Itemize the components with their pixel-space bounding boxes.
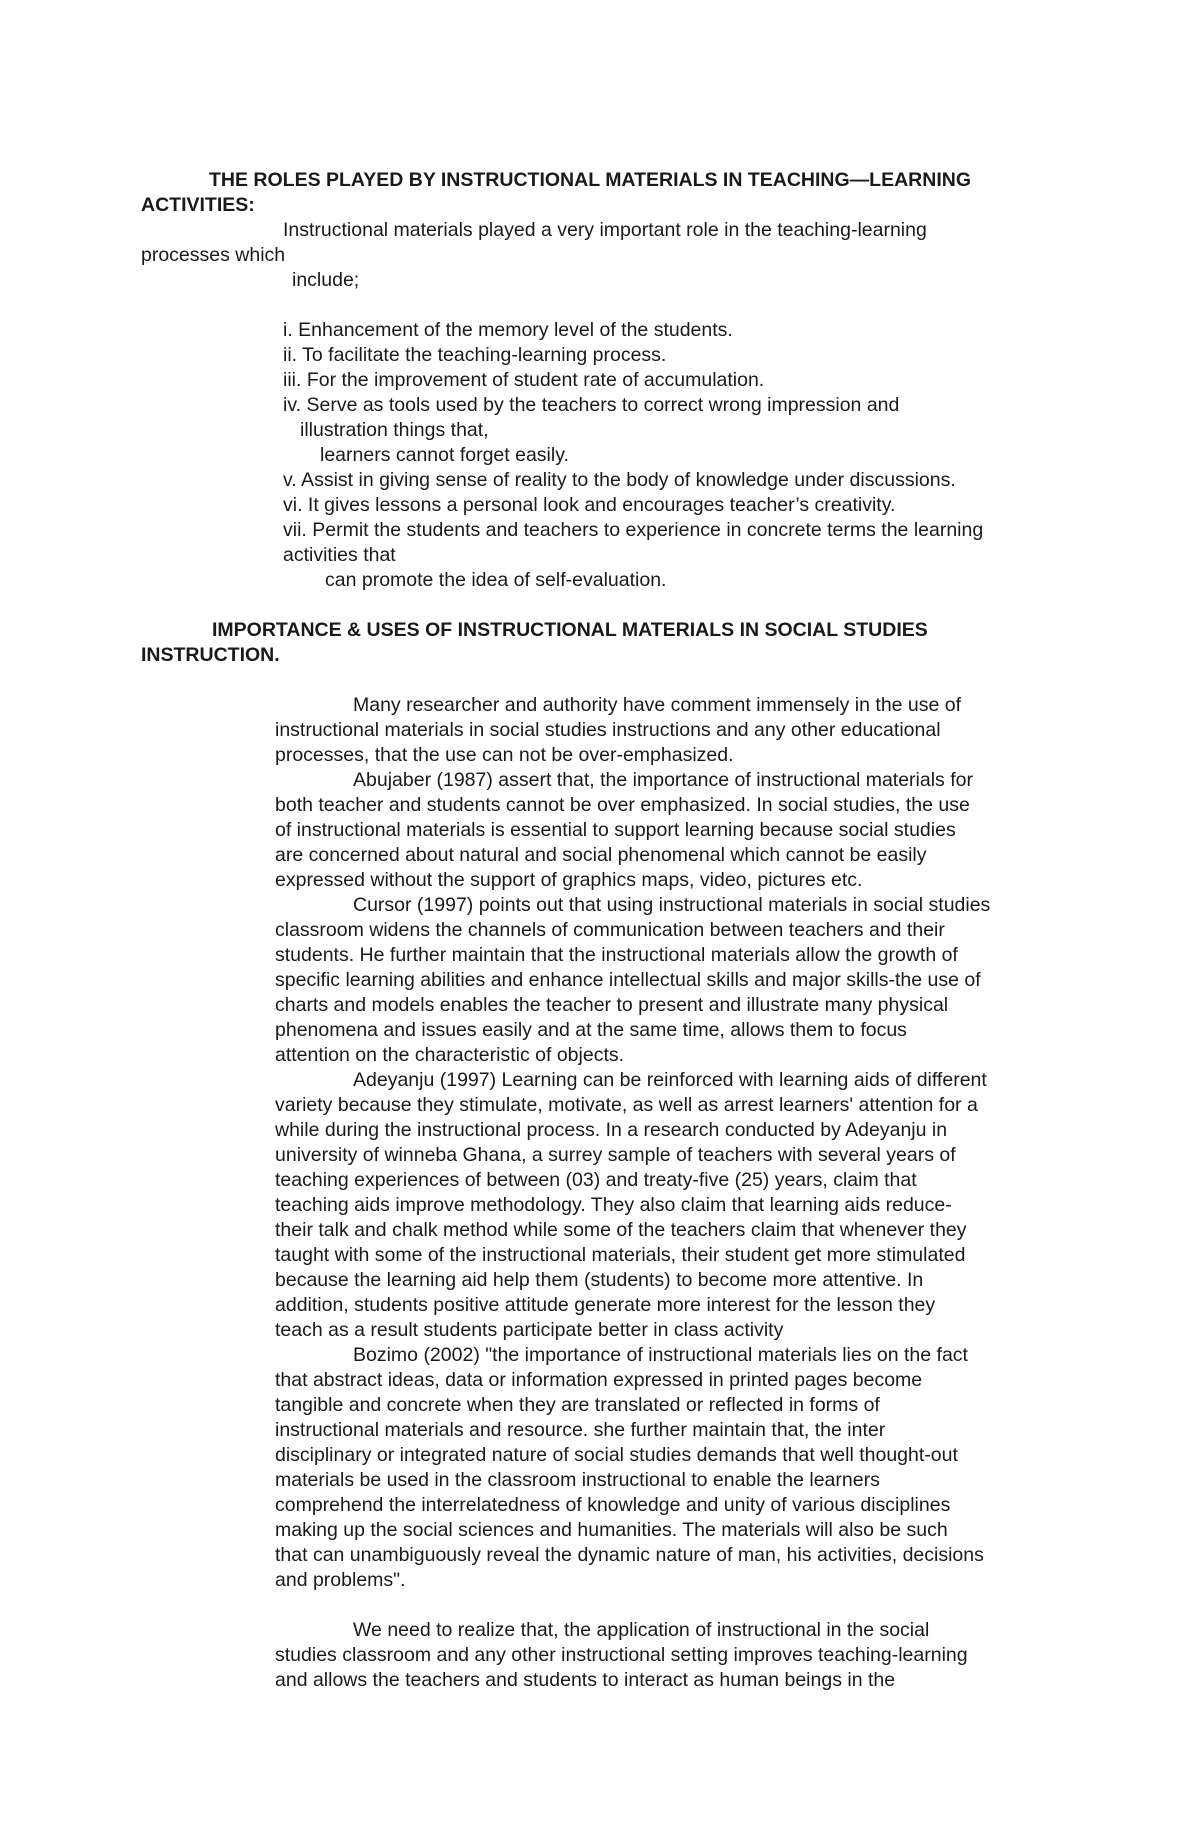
- body-line: materials be used in the classroom instructional to enable the learners: [275, 1469, 880, 1491]
- body-line: teaching experiences of between (03) and treaty-five (25) years, claim that: [275, 1169, 917, 1191]
- list-item: v. Assist in giving sense of reality to the body of knowledge under discussions.: [283, 469, 956, 491]
- body-line: that abstract ideas, data or information expressed in printed pages become: [275, 1369, 923, 1391]
- body-line: teaching aids improve methodology. They also claim that learning aids reduce-: [275, 1194, 952, 1216]
- body-line: instructional materials and resource. she further maintain that, the inter: [275, 1419, 886, 1441]
- body-line: because the learning aid help them (students) to become more attentive. In: [275, 1269, 924, 1291]
- list-item: iii. For the improvement of student rate of accumulation.: [283, 369, 765, 391]
- section1-intro-line2: processes which: [141, 244, 286, 266]
- list-item: vii. Permit the students and teachers to experience in concrete terms the learning: [283, 519, 984, 541]
- body-line: are concerned about natural and social phenomenal which cannot be easily: [275, 844, 927, 866]
- body-line: of instructional materials is essential to support learning because social studies: [275, 819, 956, 841]
- body-line: Adeyanju (1997) Learning can be reinforced with learning aids of different: [353, 1069, 987, 1091]
- body-line: classroom widens the channels of communication between teachers and their: [275, 919, 945, 941]
- body-line: and problems".: [275, 1569, 406, 1591]
- list-item-continuation: can promote the idea of self-evaluation.: [325, 569, 667, 591]
- body-line: processes, that the use can not be over-emphasized.: [275, 744, 734, 766]
- body-line: comprehend the interrelatedness of knowledge and unity of various disciplines: [275, 1494, 951, 1516]
- list-item: iv. Serve as tools used by the teachers to correct wrong impression and: [283, 394, 900, 416]
- body-line: specific learning abilities and enhance intellectual skills and major skills-the use of: [275, 969, 981, 991]
- body-line: expressed without the support of graphics maps, video, pictures etc.: [275, 869, 863, 891]
- body-line: university of winneba Ghana, a surrey sample of teachers with several years of: [275, 1144, 956, 1166]
- section1-intro-line3: include;: [292, 269, 360, 291]
- body-line: Many researcher and authority have comment immensely in the use of: [353, 694, 962, 716]
- body-line: and allows the teachers and students to interact as human beings in the: [275, 1669, 896, 1691]
- body-line: teach as a result students participate better in class activity: [275, 1319, 784, 1341]
- body-line: Abujaber (1987) assert that, the importance of instructional materials for: [353, 769, 973, 791]
- body-line: We need to realize that, the application of instructional in the social: [353, 1619, 930, 1641]
- body-line: disciplinary or integrated nature of social studies demands that well thought-out: [275, 1444, 958, 1466]
- section2-heading-line1: IMPORTANCE & USES OF INSTRUCTIONAL MATERIALS IN SOCIAL STUDIES: [212, 619, 928, 641]
- blank-line: [275, 1593, 1070, 1618]
- body-line: their talk and chalk method while some of the teachers claim that whenever they: [275, 1219, 967, 1241]
- list-item: vi. It gives lessons a personal look and encourages teacher’s creativity.: [283, 494, 896, 516]
- body-line: charts and models enables the teacher to present and illustrate many physical: [275, 994, 949, 1016]
- list-item: ii. To facilitate the teaching-learning process.: [283, 344, 667, 366]
- section1-heading-line1: THE ROLES PLAYED BY INSTRUCTIONAL MATERIALS IN TEACHING—LEARNING: [209, 169, 971, 191]
- list-item-continuation: activities that: [283, 544, 396, 566]
- body-line: instructional materials in social studies instructions and any other educational: [275, 719, 941, 741]
- body-line: making up the social sciences and humanities. The materials will also be such: [275, 1519, 948, 1541]
- body-line: tangible and concrete when they are translated or reflected in forms of: [275, 1394, 880, 1416]
- body-line: studies classroom and any other instructional setting improves teaching-learning: [275, 1644, 968, 1666]
- section1-heading-line2: ACTIVITIES:: [141, 194, 255, 216]
- section2-body: [275, 693, 1070, 1693]
- body-line: phenomena and issues easily and at the same time, allows them to focus: [275, 1019, 907, 1041]
- body-line: addition, students positive attitude generate more interest for the lesson they: [275, 1294, 936, 1316]
- section2-heading-line2: INSTRUCTION.: [141, 644, 280, 666]
- body-line: both teacher and students cannot be over emphasized. In social studies, the use: [275, 794, 970, 816]
- body-line: Cursor (1997) points out that using instructional materials in social studies: [353, 894, 991, 916]
- body-line: students. He further maintain that the instructional materials allow the growth of: [275, 944, 958, 966]
- list-item-continuation: illustration things that,: [300, 419, 489, 441]
- body-line: variety because they stimulate, motivate, as well as arrest learners' attention for a: [275, 1094, 978, 1116]
- body-line: taught with some of the instructional materials, their student get more stimulated: [275, 1244, 966, 1266]
- body-line: Bozimo (2002) "the importance of instructional materials lies on the fact: [353, 1344, 968, 1366]
- section1-intro-line1: Instructional materials played a very important role in the teaching-learning: [283, 219, 927, 241]
- body-line: while during the instructional process. In a research conducted by Adeyanju in: [275, 1119, 948, 1141]
- body-line: attention on the characteristic of objects.: [275, 1044, 625, 1066]
- list-item-continuation: learners cannot forget easily.: [320, 444, 569, 466]
- body-line: that can unambiguously reveal the dynamic nature of man, his activities, decisions: [275, 1544, 984, 1566]
- list-item: i. Enhancement of the memory level of the students.: [283, 319, 733, 341]
